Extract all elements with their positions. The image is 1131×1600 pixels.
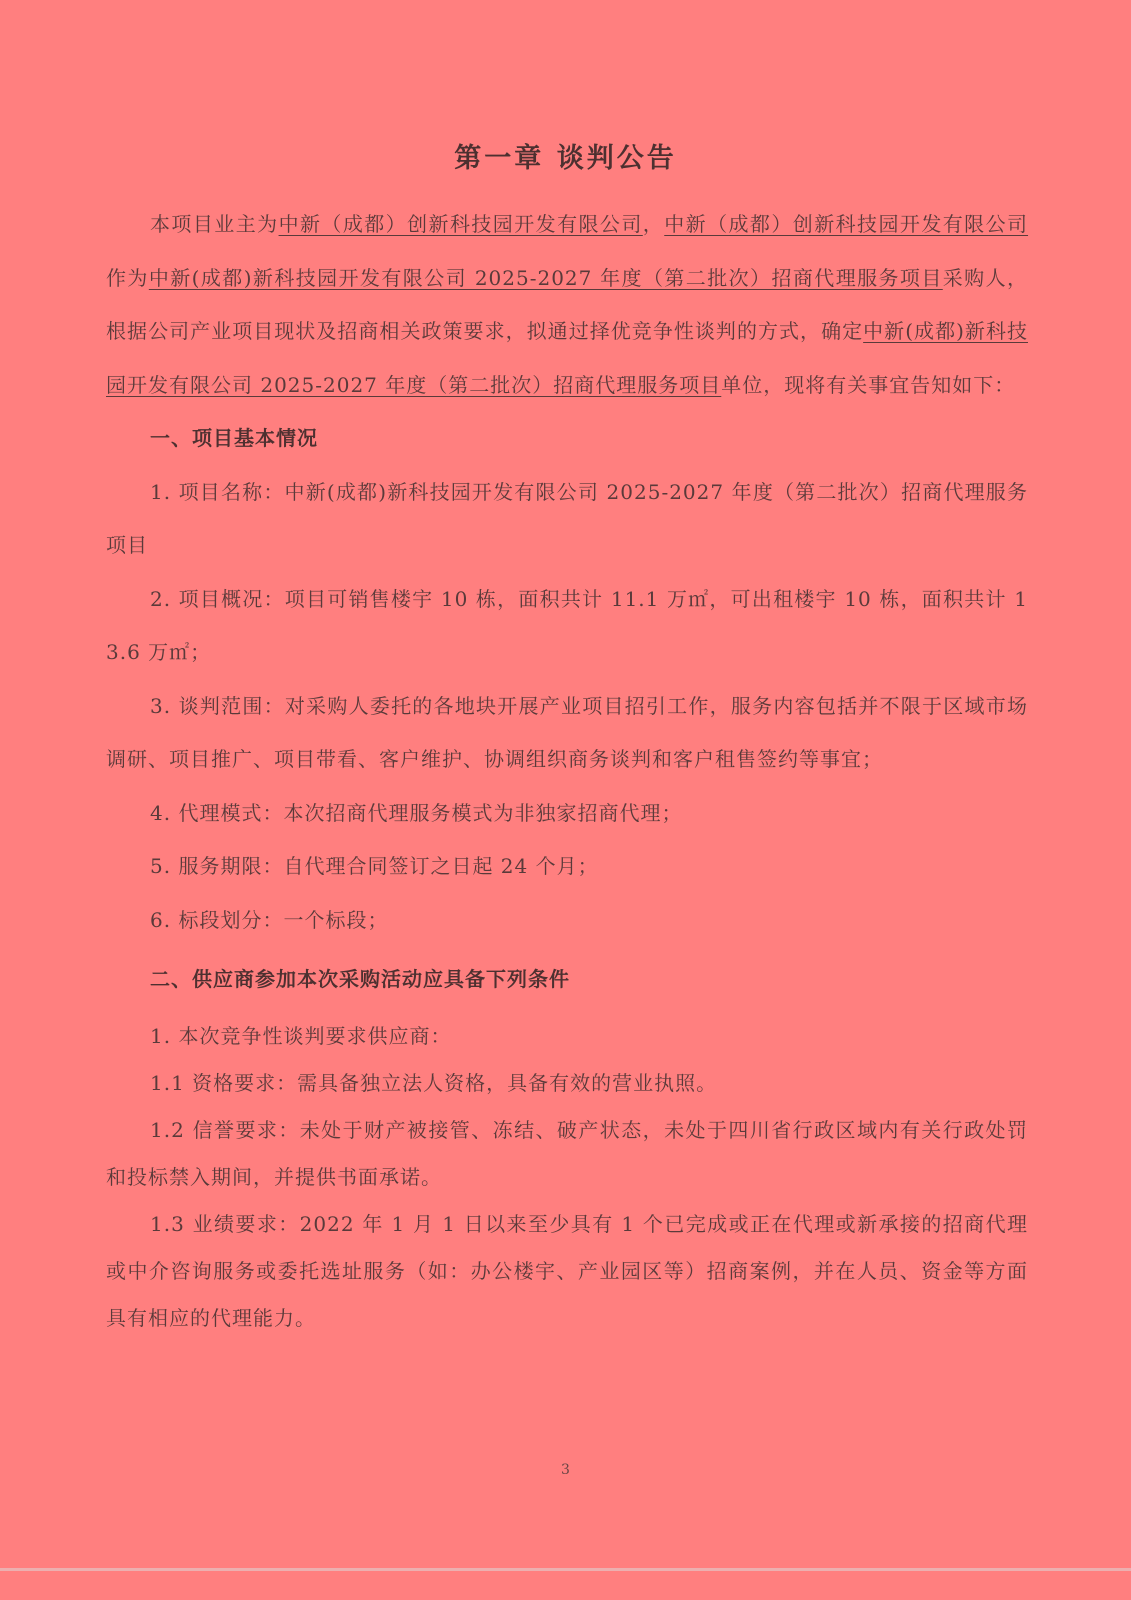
section1-item-4: 4. 代理模式：本次招商代理服务模式为非独家招商代理； <box>150 800 683 825</box>
section-heading-2: 二、供应商参加本次采购活动应具备下列条件 <box>150 967 570 991</box>
project-name-2: 中新(成都)新科技园开发有限公司 2025-2027 年度（第二批次）招商代理服务项目 <box>106 319 1028 397</box>
section1-item-5: 5. 服务期限：自代理合同签订之日起 24 个月； <box>150 854 599 878</box>
document-body <box>106 198 1028 1342</box>
intro-text-5: 单位，现将有关事宜告知如下： <box>721 372 1016 397</box>
intro-text-4: 采购人，根据公司产业项目现状及招商相关政策要求，拟通过择优竞争性谈判的方式，确定 <box>106 265 1029 343</box>
scan-edge-line <box>0 1568 1131 1571</box>
project-name: 中新(成都)新科技园开发有限公司 2025-2027 年度（第二批次）招商代理服务项目 <box>148 265 943 290</box>
page-number: 3 <box>561 1462 570 1478</box>
section2-item-2: 1.1 资格要求：需具备独立法人资格，具备有效的营业执照。 <box>150 1070 718 1095</box>
section2-item-1: 1. 本次竞争性谈判要求供应商： <box>150 1023 452 1048</box>
intro-text-1: 本项目业主为 <box>150 212 279 236</box>
intro-text-3: 作为 <box>106 265 149 290</box>
section1-item-1: 1. 项目名称：中新(成都)新科技园开发有限公司 2025-2027 年度（第二批次）招商代理服务项目 <box>106 479 1028 557</box>
owner-name-2: 中新（成都）创新科技园开发有限公司 <box>664 212 1029 236</box>
section-heading-1: 一、项目基本情况 <box>150 426 318 450</box>
intro-text-2: ， <box>642 212 665 236</box>
section1-item-3: 3. 谈判范围：对采购人委托的各地块开展产业项目招引工作，服务内容包括并不限于区域市场调研、项目推广、项目带看、客户维护、协调组织商务谈判和客户租售签约等事宜； <box>106 693 1028 771</box>
intro-paragraph <box>106 198 1028 412</box>
owner-name: 中新（成都）创新科技园开发有限公司 <box>278 212 643 236</box>
section2-item-4: 1.3 业绩要求：2022 年 1 月 1 日以来至少具有 1 个已完成或正在代理或新承接的招商代理或中介咨询服务或委托选址服务（如：办公楼宇、产业园区等）招商案例，并在人员、资金等方面具有相应的代理能力。 <box>106 1211 1028 1330</box>
chapter-title: 第一章 谈判公告 <box>454 143 677 174</box>
section1-item-2: 2. 项目概况：项目可销售楼宇 10 栋，面积共计 11.1 万㎡，可出租楼宇 10 栋，面积共计 13.6 万㎡； <box>106 586 1028 664</box>
section1-item-6: 6. 标段划分：一个标段； <box>150 907 389 932</box>
section2-item-3: 1.2 信誉要求：未处于财产被接管、冻结、破产状态，未处于四川省行政区域内有关行政处罚和投标禁入期间，并提供书面承诺。 <box>106 1117 1028 1189</box>
